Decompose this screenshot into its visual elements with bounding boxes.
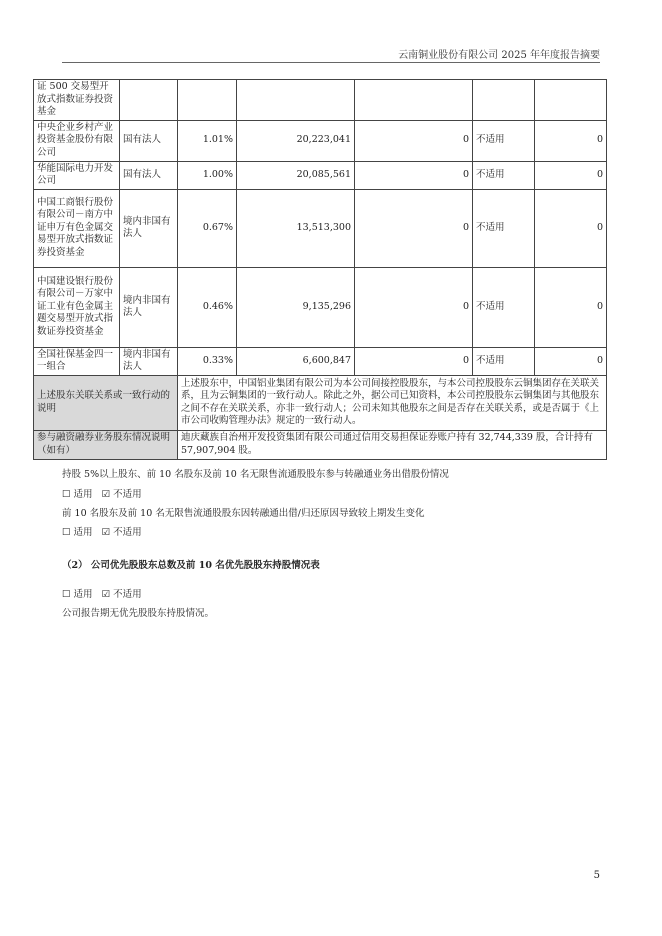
holder-percent-cell: 1.00%	[178, 161, 237, 189]
table-row	[34, 189, 607, 267]
table-row	[34, 375, 607, 430]
preferred-shares-note: 公司报告期无优先股股东持股情况。	[62, 608, 215, 619]
holder-shares-cell	[237, 80, 355, 121]
table-row	[34, 161, 607, 189]
holder-nature-cell: 国有法人	[120, 120, 178, 161]
holder-pledge-qty-cell: 0	[535, 161, 607, 189]
applicable-checkbox[interactable]	[62, 489, 96, 500]
holder-pledge-qty-cell: 0	[535, 189, 607, 267]
table-row	[34, 120, 607, 161]
related-parties-text: 上述股东中，中国铝业集团有限公司为本公司间接控股股东，与本公司控股股东云铜集团存在关联关系，且为云铜集团的一致行动人。除此之外，据公司已知资料，本公司控股股东云铜集团与其他股东之间不存在关联关系，亦非一致行动人；公司未知其他股东之间是否存在关联关系，或是否属于《上市公司收购管理办法》规定的一致行动人。	[178, 375, 607, 430]
preferred-checkboxes	[62, 586, 148, 600]
holder-pledge-status-cell: 不适用	[473, 267, 535, 347]
not-applicable-checkbox[interactable]	[102, 489, 145, 500]
applicable-checkbox[interactable]	[62, 527, 96, 538]
unchecked-box-icon: ☐	[62, 489, 71, 500]
not-applicable-label: 不适用	[113, 489, 142, 500]
not-applicable-checkbox[interactable]	[102, 527, 145, 538]
checked-box-icon: ☑	[101, 489, 111, 500]
holder-name-cell: 中国工商银行股份有限公司－南方中证申万有色金属交易型开放式指数证券投资基金	[34, 189, 120, 267]
holder-nature-cell: 境内非国有法人	[120, 189, 178, 267]
holder-restricted-cell	[355, 80, 473, 121]
page-number: 5	[593, 870, 600, 881]
not-applicable-label: 不适用	[113, 527, 142, 538]
holder-restricted-cell: 0	[355, 267, 473, 347]
table-row	[34, 267, 607, 347]
holder-restricted-cell: 0	[355, 120, 473, 161]
holder-percent-cell: 0.67%	[178, 189, 237, 267]
unchecked-box-icon: ☐	[62, 527, 71, 538]
margin-trading-text: 迪庆藏族自治州开发投资集团有限公司通过信用交易担保证券账户持有 32,744,339 股，合计持有 57,907,904 股。	[178, 430, 607, 459]
holder-pledge-qty-cell: 0	[535, 347, 607, 375]
shareholder-table	[33, 79, 607, 460]
holder-shares-cell: 13,513,300	[237, 189, 355, 267]
holder-percent-cell	[178, 80, 237, 121]
lending-checkboxes	[62, 486, 148, 500]
holder-pledge-status-cell: 不适用	[473, 347, 535, 375]
not-applicable-checkbox[interactable]	[102, 589, 145, 600]
holder-pledge-qty-cell: 0	[535, 267, 607, 347]
table-row	[34, 347, 607, 375]
holder-percent-cell: 0.46%	[178, 267, 237, 347]
holder-nature-cell: 国有法人	[120, 161, 178, 189]
report-header-title: 云南铜业股份有限公司 2025 年年度报告摘要	[398, 50, 600, 61]
holder-pledge-qty-cell	[535, 80, 607, 121]
lending-title: 持股 5%以上股东、前 10 名股东及前 10 名无限售流通股股东参与转融通业务出借股份情况	[62, 469, 449, 480]
holder-name-cell: 全国社保基金四一一组合	[34, 347, 120, 375]
holder-pledge-status-cell	[473, 80, 535, 121]
holder-percent-cell: 0.33%	[178, 347, 237, 375]
change-checkboxes	[62, 524, 148, 538]
holder-nature-cell: 境内非国有法人	[120, 347, 178, 375]
holder-shares-cell: 20,085,561	[237, 161, 355, 189]
holder-restricted-cell: 0	[355, 189, 473, 267]
header-divider	[62, 62, 600, 63]
holder-nature-cell: 境内非国有法人	[120, 267, 178, 347]
holder-shares-cell: 20,223,041	[237, 120, 355, 161]
margin-trading-label: 参与融资融券业务股东情况说明（如有）	[34, 430, 178, 459]
holder-nature-cell	[120, 80, 178, 121]
holder-shares-cell: 6,600,847	[237, 347, 355, 375]
preferred-shares-heading: （2） 公司优先股股东总数及前 10 名优先股股东持股情况表	[62, 560, 320, 571]
lending-change-title: 前 10 名股东及前 10 名无限售流通股股东因转融通出借/归还原因导致较上期发生变化	[62, 508, 425, 519]
applicable-checkbox[interactable]	[62, 589, 96, 600]
holder-shares-cell: 9,135,296	[237, 267, 355, 347]
checked-box-icon: ☑	[101, 589, 111, 600]
holder-pledge-status-cell: 不适用	[473, 161, 535, 189]
holder-restricted-cell: 0	[355, 347, 473, 375]
holder-pledge-status-cell: 不适用	[473, 189, 535, 267]
holder-name-cell: 中央企业乡村产业投资基金股份有限公司	[34, 120, 120, 161]
not-applicable-label: 不适用	[113, 589, 142, 600]
table-row	[34, 430, 607, 459]
holder-pledge-status-cell: 不适用	[473, 120, 535, 161]
holder-percent-cell: 1.01%	[178, 120, 237, 161]
holder-name-cell: 华能国际电力开发公司	[34, 161, 120, 189]
applicable-label: 适用	[73, 589, 93, 600]
holder-name-cell: 证 500 交易型开放式指数证券投资基金	[34, 80, 120, 121]
applicable-label: 适用	[73, 527, 93, 538]
related-parties-label: 上述股东关联关系或一致行动的说明	[34, 375, 178, 430]
holder-restricted-cell: 0	[355, 161, 473, 189]
applicable-label: 适用	[73, 489, 93, 500]
table-row	[34, 80, 607, 121]
holder-pledge-qty-cell: 0	[535, 120, 607, 161]
unchecked-box-icon: ☐	[62, 589, 71, 600]
holder-name-cell: 中国建设银行股份有限公司－万家中证工业有色金属主题交易型开放式指数证券投资基金	[34, 267, 120, 347]
checked-box-icon: ☑	[101, 527, 111, 538]
